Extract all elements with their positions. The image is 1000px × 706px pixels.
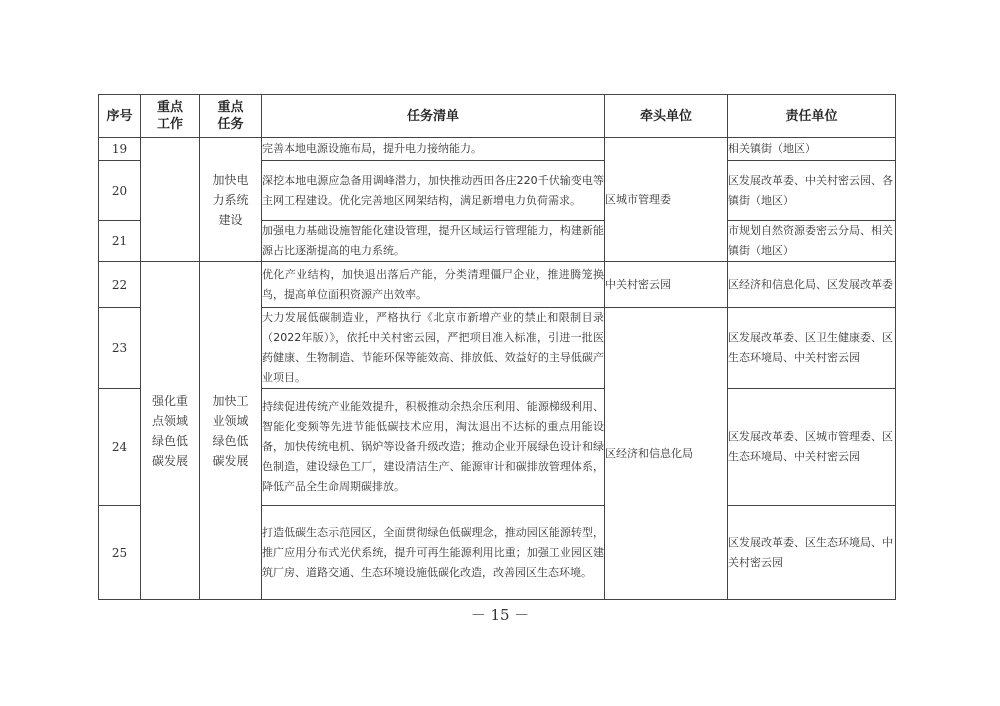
header-task	[200, 95, 262, 138]
task-text: 完善本地电源设施布局，提升电力接纳能力。	[262, 138, 605, 161]
task-text: 优化产业结构，加快退出落后产能，分类清理僵尸企业，推进腾笼换鸟，提高单位面积资源产出效率。	[262, 262, 605, 308]
task-table	[98, 94, 896, 600]
responsible-units: 相关镇街（地区）	[728, 138, 896, 161]
table-header-row	[99, 95, 896, 138]
responsible-units: 区发展改革委、区生态环境局、中关村密云园	[728, 506, 896, 600]
task-text: 打造低碳生态示范园区，全面贯彻绿色低碳理念，推动园区能源转型，推广应用分布式光伏系统，提升可再生能源利用比重；加强工业园区建筑厂房、道路交通、生态环境设施低碳化改造，改善园区生态环境。	[262, 506, 605, 600]
responsible-units: 区发展改革委、中关村密云园、各镇街（地区）	[728, 161, 896, 221]
row-number: 24	[99, 389, 141, 506]
key-work-industry-green: 强化重 点领域 绿色低 碳发展	[141, 262, 200, 600]
header-work-line: 工作	[156, 117, 183, 132]
responsible-units: 区发展改革委、区卫生健康委、区生态环境局、中关村密云园	[728, 308, 896, 389]
header-task-line: 任务	[217, 117, 244, 132]
header-seq: 序号	[99, 95, 141, 138]
row-number: 21	[99, 221, 141, 262]
header-work	[141, 95, 200, 138]
row-number: 20	[99, 161, 141, 221]
row-number: 25	[99, 506, 141, 600]
responsible-units: 市规划自然资源委密云分局、相关镇街（地区）	[728, 221, 896, 262]
lead-unit: 区城市管理委	[605, 138, 728, 262]
row-number: 23	[99, 308, 141, 389]
responsible-units: 区发展改革委、区城市管理委、区生态环境局、中关村密云园	[728, 389, 896, 506]
key-task-power-system: 加快电 力系统 建设	[200, 138, 262, 262]
table-row	[99, 262, 896, 308]
header-list: 任务清单	[262, 95, 605, 138]
table-row	[99, 138, 896, 161]
header-lead: 牵头单位	[605, 95, 728, 138]
header-work-line: 重点	[156, 100, 183, 115]
page-number: － 15 －	[470, 606, 530, 624]
key-work-cell-empty	[141, 138, 200, 262]
task-text: 持续促进传统产业能效提升，积极推动余热余压利用、能源梯级利用、智能化变频等先进节能低碳技术应用，淘汰退出不达标的重点用能设备，加快传统电机、锅炉等设备升级改造；推动企业开展绿色设计和绿色制造，建设绿色工厂，建设清洁生产、能源审计和碳排放管理体系，降低产品全生命周期碳排放。	[262, 389, 605, 506]
task-text: 加强电力基础设施智能化建设管理，提升区域运行管理能力，构建新能源占比逐渐提高的电力系统。	[262, 221, 605, 262]
header-task-line: 重点	[217, 100, 244, 115]
lead-unit: 区经济和信息化局	[605, 308, 728, 600]
row-number: 19	[99, 138, 141, 161]
header-resp: 责任单位	[728, 95, 896, 138]
lead-unit: 中关村密云园	[605, 262, 728, 308]
task-text: 深挖本地电源应急备用调峰潜力，加快推动西田各庄220千伏输变电等主网工程建设。优化完善地区网架结构，满足新增电力负荷需求。	[262, 161, 605, 221]
responsible-units: 区经济和信息化局、区发展改革委	[728, 262, 896, 308]
key-task-industry-green: 加快工 业领域 绿色低 碳发展	[200, 262, 262, 600]
row-number: 22	[99, 262, 141, 308]
task-text: 大力发展低碳制造业，严格执行《北京市新增产业的禁止和限制目录（2022年版）》，依托中关村密云园，严把项目准入标准，引进一批医药健康、生物制造、节能环保等能效高、排放低、效益好的主导低碳产业项目。	[262, 308, 605, 389]
